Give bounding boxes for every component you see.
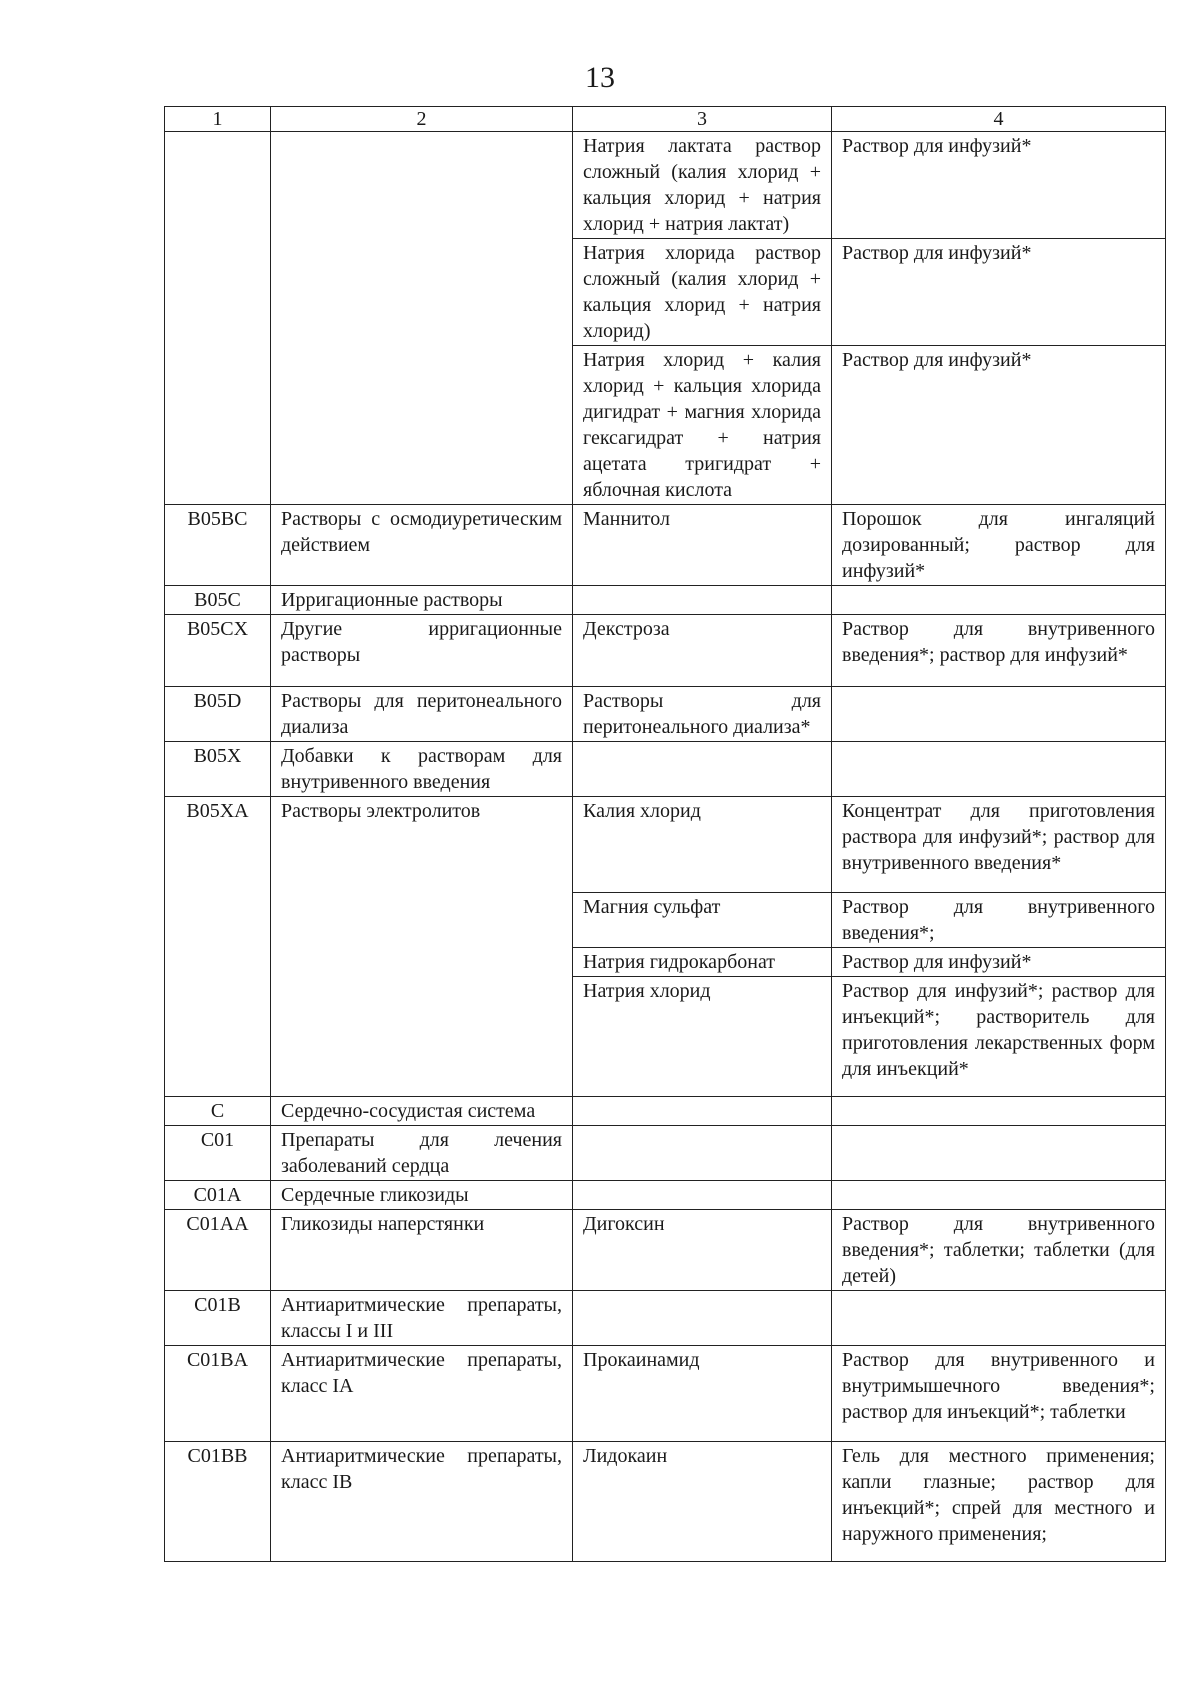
header-row: [165, 107, 1166, 132]
form-cell: Раствор для инфузий*; раствор для инъекций*; растворитель для приготовления лекарственных форм для инъекций*: [832, 977, 1166, 1097]
table-row: [165, 505, 1166, 586]
form-cell: Раствор для инфузий*: [832, 132, 1166, 239]
atc-code-cell: [165, 132, 271, 505]
table-row: [165, 1126, 1166, 1181]
drug-cell: Маннитол: [573, 505, 832, 586]
group-cell: Сердечные гликозиды: [271, 1181, 573, 1210]
group-cell: Препараты для лечения заболеваний сердца: [271, 1126, 573, 1181]
atc-code-cell: C01BB: [165, 1442, 271, 1562]
group-cell: Антиаритмические препараты, классы I и III: [271, 1291, 573, 1346]
drug-cell: [573, 586, 832, 615]
atc-code-cell: B05BC: [165, 505, 271, 586]
group-cell: Гликозиды наперстянки: [271, 1210, 573, 1291]
table-row: [165, 586, 1166, 615]
medication-table: [164, 106, 1166, 1562]
form-cell: Раствор для инфузий*: [832, 948, 1166, 977]
form-cell: Раствор для инфузий*: [832, 346, 1166, 505]
group-cell: Растворы электролитов: [271, 797, 573, 1097]
table-row: [165, 1210, 1166, 1291]
group-cell: Добавки к растворам для внутривенного введения: [271, 742, 573, 797]
group-cell: Ирригационные растворы: [271, 586, 573, 615]
page-number: 13: [585, 61, 615, 94]
form-cell: [832, 586, 1166, 615]
table-row: [165, 132, 1166, 239]
header-cell: 3: [573, 107, 832, 132]
atc-code-cell: C01B: [165, 1291, 271, 1346]
atc-code-cell: B05D: [165, 687, 271, 742]
form-cell: [832, 1181, 1166, 1210]
group-cell: [271, 132, 573, 505]
drug-cell: Магния сульфат: [573, 893, 832, 948]
drug-cell: Калия хлорид: [573, 797, 832, 893]
drug-cell: Натрия хлорид + калия хлорид + кальция хлорида дигидрат + магния хлорида гексагидрат + натрия ацетата тригидрат + яблочная кислота: [573, 346, 832, 505]
form-cell: Концентрат для приготовления раствора для инфузий*; раствор для внутривенного введения*: [832, 797, 1166, 893]
drug-cell: Декстроза: [573, 615, 832, 687]
drug-cell: [573, 742, 832, 797]
form-cell: Гель для местного применения; капли глазные; раствор для инъекций*; спрей для местного и наружного применения;: [832, 1442, 1166, 1562]
group-cell: Антиаритмические препараты, класс IA: [271, 1346, 573, 1442]
form-cell: [832, 1097, 1166, 1126]
table-row: [165, 1181, 1166, 1210]
drug-cell: Лидокаин: [573, 1442, 832, 1562]
form-cell: Раствор для внутривенного введения*;: [832, 893, 1166, 948]
header-cell: 2: [271, 107, 573, 132]
header-cell: 1: [165, 107, 271, 132]
form-cell: Порошок для ингаляций дозированный; раствор для инфузий*: [832, 505, 1166, 586]
drug-cell: [573, 1181, 832, 1210]
group-cell: Сердечно-сосудистая система: [271, 1097, 573, 1126]
form-cell: Раствор для внутривенного введения*; таблетки; таблетки (для детей): [832, 1210, 1166, 1291]
drug-cell: Натрия хлорид: [573, 977, 832, 1097]
form-cell: [832, 687, 1166, 742]
table-row: [165, 615, 1166, 687]
drug-cell: [573, 1126, 832, 1181]
group-cell: Растворы для перитонеального диализа: [271, 687, 573, 742]
atc-code-cell: C01A: [165, 1181, 271, 1210]
form-cell: Раствор для внутривенного введения*; раствор для инфузий*: [832, 615, 1166, 687]
drug-cell: Растворы для перитонеального диализа*: [573, 687, 832, 742]
atc-code-cell: B05CX: [165, 615, 271, 687]
group-cell: Другие ирригационные растворы: [271, 615, 573, 687]
table-row: [165, 1442, 1166, 1562]
drug-cell: [573, 1097, 832, 1126]
atc-code-cell: B05X: [165, 742, 271, 797]
drug-cell: Натрия гидрокарбонат: [573, 948, 832, 977]
drug-cell: Натрия лактата раствор сложный (калия хлорид + кальция хлорид + натрия хлорид + натрия лактат): [573, 132, 832, 239]
atc-code-cell: C01AA: [165, 1210, 271, 1291]
drug-cell: Дигоксин: [573, 1210, 832, 1291]
form-cell: [832, 742, 1166, 797]
header-cell: 4: [832, 107, 1166, 132]
group-cell: Антиаритмические препараты, класс IB: [271, 1442, 573, 1562]
atc-code-cell: C01: [165, 1126, 271, 1181]
table-row: [165, 1291, 1166, 1346]
form-cell: Раствор для внутривенного и внутримышечного введения*; раствор для инъекций*; таблетки: [832, 1346, 1166, 1442]
atc-code-cell: B05XA: [165, 797, 271, 1097]
atc-code-cell: C01BA: [165, 1346, 271, 1442]
drug-cell: Натрия хлорида раствор сложный (калия хлорид + кальция хлорид + натрия хлорид): [573, 239, 832, 346]
table-row: [165, 797, 1166, 893]
drug-cell: Прокаинамид: [573, 1346, 832, 1442]
table-row: [165, 687, 1166, 742]
form-cell: [832, 1291, 1166, 1346]
table-row: [165, 1097, 1166, 1126]
drug-cell: [573, 1291, 832, 1346]
form-cell: [832, 1126, 1166, 1181]
atc-code-cell: B05C: [165, 586, 271, 615]
atc-code-cell: C: [165, 1097, 271, 1126]
group-cell: Растворы с осмодиуретическим действием: [271, 505, 573, 586]
table-row: [165, 1346, 1166, 1442]
form-cell: Раствор для инфузий*: [832, 239, 1166, 346]
table-row: [165, 742, 1166, 797]
